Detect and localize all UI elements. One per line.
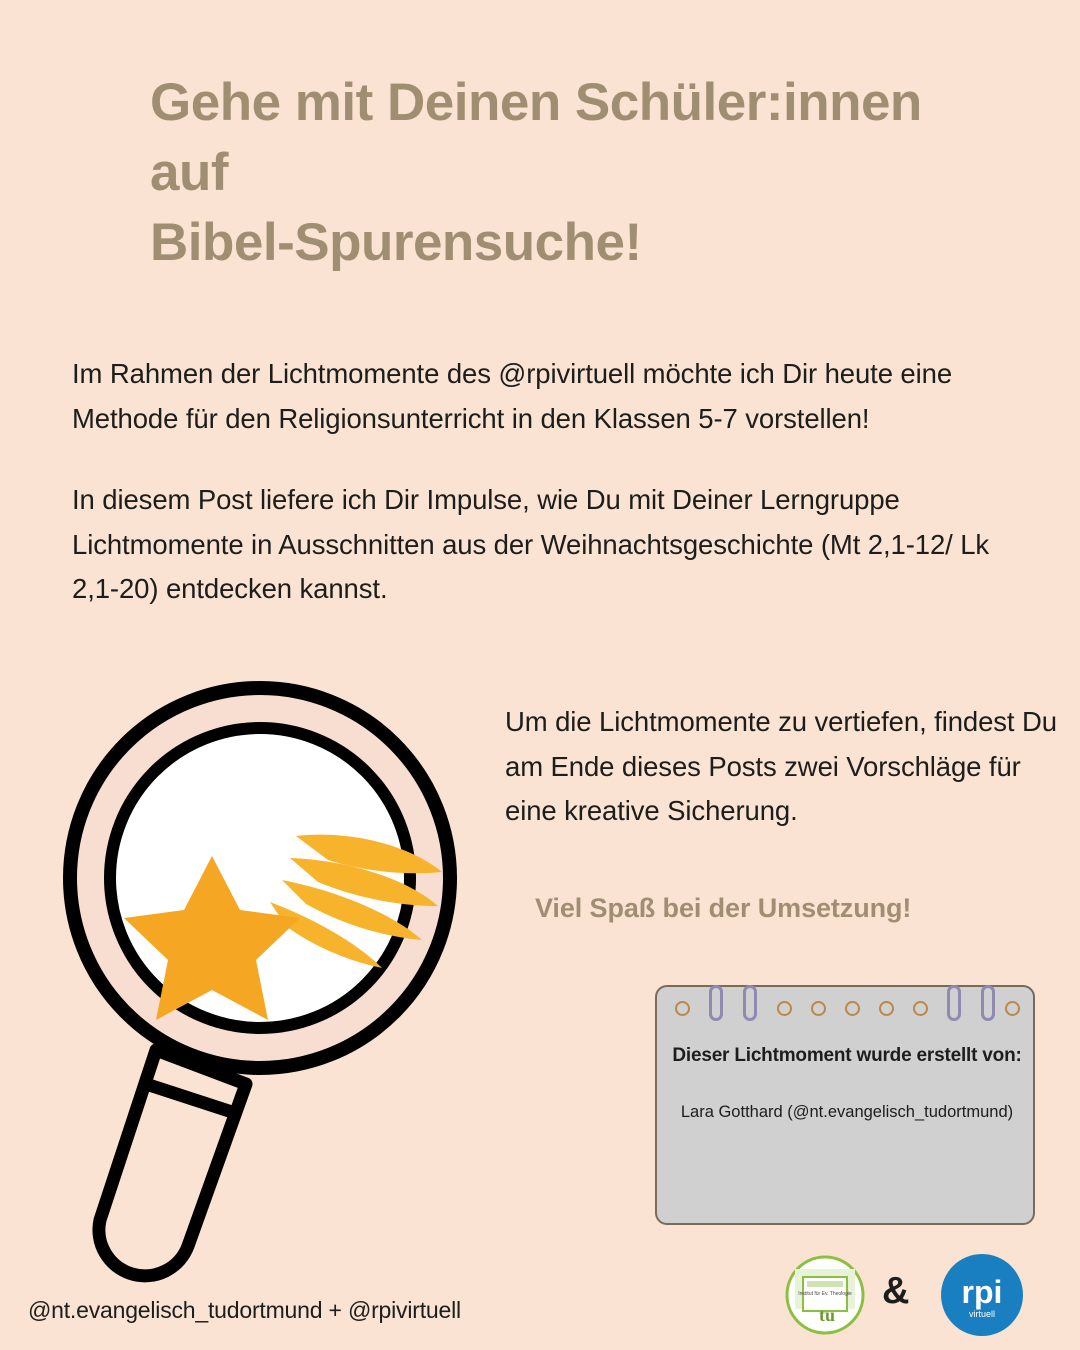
description-paragraph: In diesem Post liefere ich Dir Impulse, wie Du mit Deiner Lerngruppe Lichtmomente in Ausschnitten aus der Weihnachtsgeschichte (Mt 2,1-12/ Lk 2,1-20) entdecken kannst. — [72, 484, 990, 605]
svg-text:tu: tu — [819, 1305, 836, 1325]
magnifying-glass-icon — [60, 660, 480, 1300]
binding-hole — [913, 1001, 928, 1016]
credit-notepad — [655, 985, 1035, 1225]
binding-hole — [1005, 1001, 1020, 1016]
binding-hole — [879, 1001, 894, 1016]
binding-hole — [675, 1001, 690, 1016]
rpi-virtuell-logo-icon — [940, 1253, 1024, 1337]
binding-ring — [709, 985, 723, 1021]
svg-text:Institut für Ev. Theologie: Institut für Ev. Theologie — [798, 1291, 852, 1297]
binding-hole — [845, 1001, 860, 1016]
binding-hole — [811, 1001, 826, 1016]
page-title-line-1: Gehe mit Deinen Schüler:innen auf — [150, 73, 922, 202]
binding-ring — [947, 985, 961, 1021]
page-title-line-2: Bibel-Spurensuche! — [150, 212, 642, 272]
notepad-title: Dieser Lichtmoment wurde erstellt von: — [672, 1045, 1022, 1066]
notepad-author: Lara Gotthard (@nt.evangelisch_tudortmund) — [680, 1103, 1014, 1121]
binding-ring — [743, 985, 757, 1021]
highlight-text: Viel Spaß bei der Umsetzung! — [535, 893, 912, 923]
ampersand-separator: & — [882, 1270, 910, 1312]
binding-ring — [981, 985, 995, 1021]
footer-handles: @nt.evangelisch_tudortmund + @rpivirtuell — [28, 1297, 461, 1323]
closing-paragraph: Um die Lichtmomente zu vertiefen, findest Du am Ende dieses Posts zwei Vorschläge für eine kreative Sicherung. — [505, 706, 1057, 827]
intro-paragraph: Im Rahmen der Lichtmomente des @rpivirtuell möchte ich Dir heute eine Methode für den Religionsunterricht in den Klassen 5-7 vorstellen! — [72, 358, 953, 434]
page-title — [150, 68, 1010, 278]
binding-hole — [777, 1001, 792, 1016]
svg-text:rpi: rpi — [961, 1274, 1003, 1310]
svg-text:virtuell: virtuell — [968, 1309, 996, 1319]
notepad-binding — [675, 1001, 1019, 1019]
tu-dortmund-logo-icon — [785, 1255, 865, 1335]
